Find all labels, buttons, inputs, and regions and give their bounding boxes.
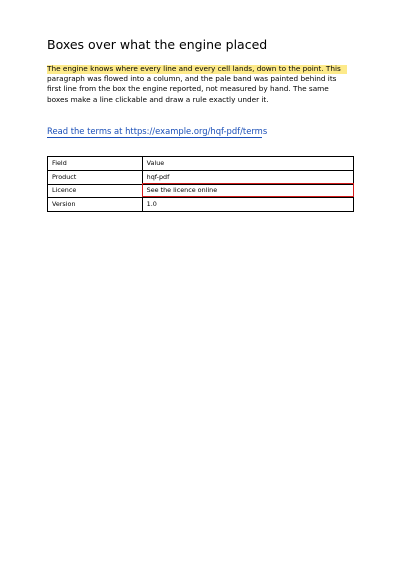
header-value: Value	[142, 157, 353, 171]
page-title: Boxes over what the engine placed	[47, 37, 268, 52]
body-paragraph: The engine knows where every line and every cell lands, down to the point. This paragraph was flowed into a column, and the pale band was painted behind its first line from the box the engine reported, not measured by hand. The same boxes make a line clickable and draw a rule exactly under it.	[47, 64, 341, 104]
table-header-row	[48, 157, 354, 171]
terms-link[interactable]: Read the terms at https://example.org/hqf-pdf/terms	[47, 126, 268, 136]
table-row	[48, 198, 354, 212]
table-row	[48, 170, 354, 184]
cell-field: Licence	[48, 184, 143, 198]
info-table	[47, 156, 354, 212]
cell-field: Version	[48, 198, 143, 212]
cell-value: 1.0	[142, 198, 353, 212]
header-field: Field	[48, 157, 143, 171]
terms-link-underline	[47, 137, 262, 138]
cell-field: Product	[48, 170, 143, 184]
cell-value-licence[interactable]: See the licence online	[142, 184, 353, 198]
cell-value: hqf-pdf	[142, 170, 353, 184]
table-row	[48, 184, 354, 198]
